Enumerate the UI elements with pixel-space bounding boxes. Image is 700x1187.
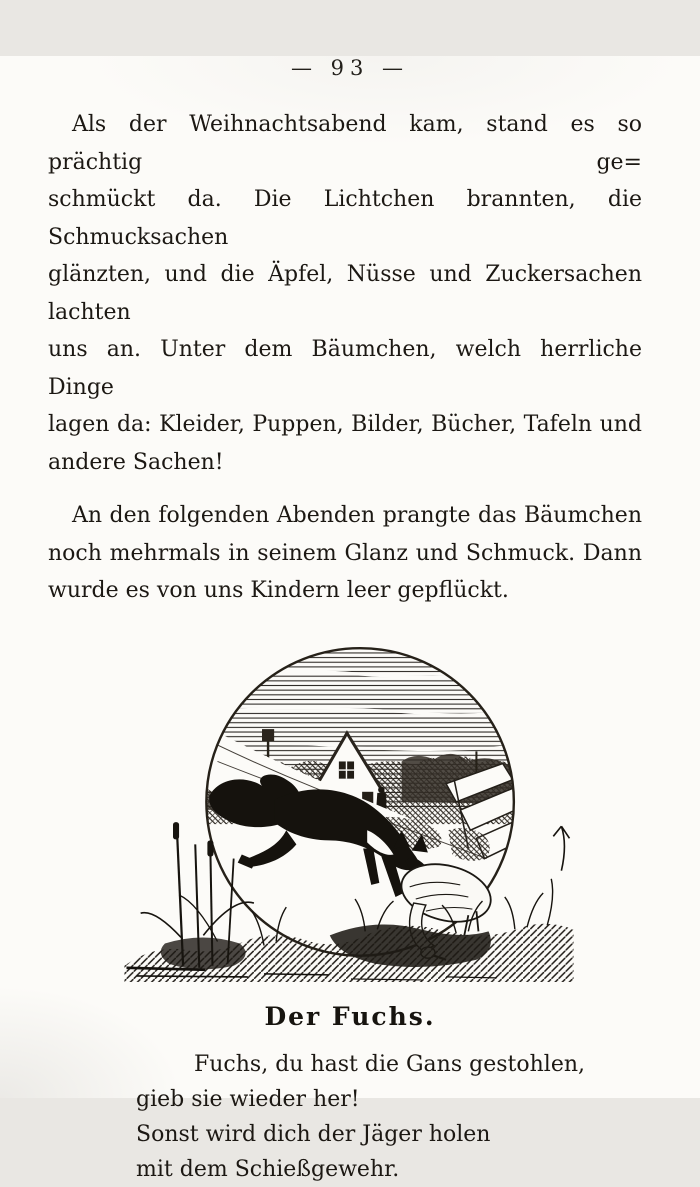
poem-line: gieb sie wieder her!	[136, 1086, 360, 1112]
text-line: andere Sachen!	[48, 449, 224, 475]
text-line: glänzten, und die Äpfel, Nüsse und Zuckersachen lachten	[48, 262, 642, 325]
poem-line: mit dem Schießgewehr.	[136, 1156, 400, 1182]
text-line: uns an. Unter dem Bäumchen, welch herrliche Dinge	[48, 337, 642, 400]
book-page	[0, 56, 700, 1182]
text-line: An den folgenden Abenden prangte das Bäumchen	[72, 503, 642, 528]
page-number: — 93 —	[290, 56, 410, 80]
figure	[0, 632, 700, 986]
text-line: Als der Weihnachtsabend kam, stand es so prächtig ge=	[48, 112, 642, 175]
text-line: noch mehrmals in seinem Glanz und Schmuck. Dann	[48, 540, 642, 566]
paragraph-following-evenings	[48, 497, 642, 610]
paragraph-christmas-eve	[48, 106, 642, 481]
poem-line: Sonst wird dich der Jäger holen	[136, 1121, 491, 1147]
body-text	[48, 106, 642, 610]
poem	[136, 1047, 700, 1187]
poem-line: Fuchs, du hast die Gans gestohlen,	[194, 1051, 585, 1077]
text-line: lagen da: Kleider, Puppen, Bilder, Bücher, Tafeln und	[48, 412, 642, 437]
text-line: wurde es von uns Kindern leer gepflückt.	[48, 578, 509, 603]
figure-caption: Der Fuchs.	[264, 1001, 436, 1031]
text-line: schmückt da. Die Lichtchen brannten, die Schmucksachen	[48, 187, 642, 250]
fox-goose-illustration	[100, 632, 600, 986]
